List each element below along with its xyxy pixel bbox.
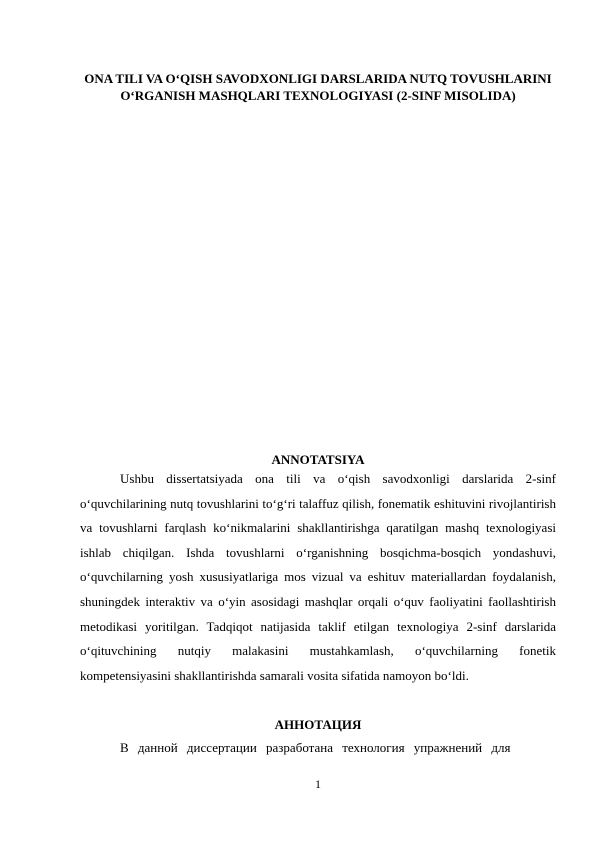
annotation-uz-paragraph: Ushbu dissertatsiyada ona tili va o‘qish savodxonligi darslarida 2-sinf o‘quvchilarining nutq tovushlarini to‘g‘ri talaffuz qilish, fonematik eshituvini rivojlantirish va tovushlarni farqlash ko‘nikmalarini shakllantirishga qaratilgan mashq texnologiyasi ishlab chiqilgan. Ishda tovushlarni o‘rganishning bosqichma-bosqich yondashuvi, o‘quvchilarning yosh xususiyatlariga mos vizual va eshituv materiallardan foydalanish, shuningdek interaktiv va o‘yin asosidagi mashqlar orqali o‘quv faoliyatini faollashtirish metodikasi yoritilgan. Tadqiqot natijasida taklif etilgan texnologiya 2-sinf darslarida o‘qituvchining nutqiy malakasini mustahkamlash, o‘quvchilarning fonetik kompetensiyasini shakllantirishda samarali vosita sifatida namoyon bo‘ldi. [80,471,556,683]
annotation-ru-heading: АННОТАЦИЯ [274,717,362,732]
page-number: 1 [315,777,321,791]
annotation-uz-heading: ANNOTATSIYA [271,452,365,467]
document-title: ONA TILI VA O‘QISH SAVODXONLIGI DARSLARIDA NUTQ TOVUSHLARINI O‘RGANISH MASHQLARI TEXNOLOGIYASI (2-SINF MISOLIDA) [84,71,552,103]
annotation-ru-paragraph: В данной диссертации разработана технология упражнений для [120,740,511,755]
